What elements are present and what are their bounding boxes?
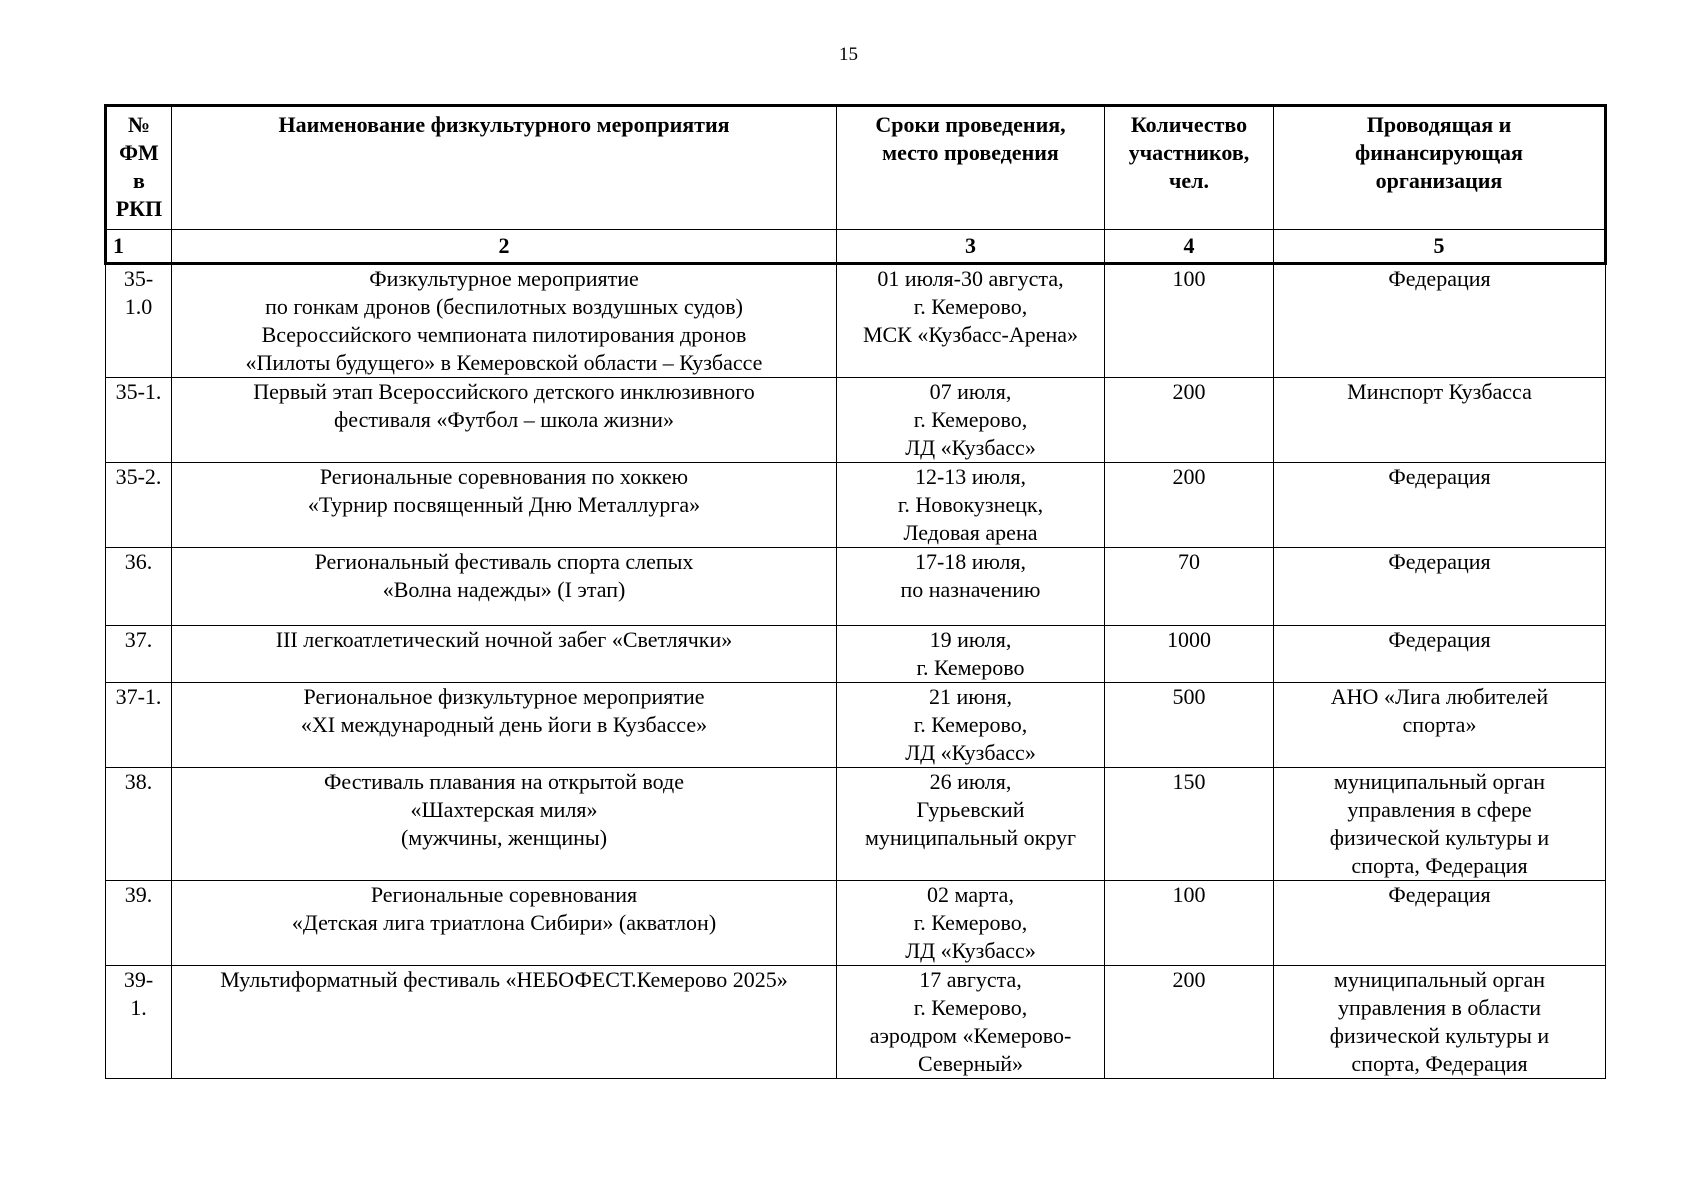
participants-cell: 500	[1105, 683, 1274, 768]
event-name-cell: Региональные соревнования «Детская лига триатлона Сибири» (акватлон)	[172, 881, 837, 966]
date-place-cell: 26 июля, Гурьевский муниципальный округ	[837, 768, 1105, 881]
organization-cell: муниципальный орган управления в области физической культуры и спорта, Федерация	[1274, 966, 1606, 1079]
participants-cell: 150	[1105, 768, 1274, 881]
organization-cell: Минспорт Кузбасса	[1274, 378, 1606, 463]
event-name-cell: Региональный фестиваль спорта слепых «Волна надежды» (I этап)	[172, 548, 837, 626]
table-row	[106, 264, 1606, 378]
organization-cell: Федерация	[1274, 626, 1606, 683]
organization-cell: Федерация	[1274, 264, 1606, 378]
date-place-cell: 07 июля, г. Кемерово, ЛД «Кузбасс»	[837, 378, 1105, 463]
participants-cell: 200	[1105, 463, 1274, 548]
organization-cell: муниципальный орган управления в сфере физической культуры и спорта, Федерация	[1274, 768, 1606, 881]
organization-cell: Федерация	[1274, 881, 1606, 966]
num-cell: 39- 1.	[106, 966, 172, 1079]
events-table	[104, 104, 1607, 1079]
table-row	[106, 378, 1606, 463]
header-participants: Количество участников, чел.	[1105, 106, 1274, 230]
event-name-cell: III легкоатлетический ночной забег «Светлячки»	[172, 626, 837, 683]
date-place-cell: 17-18 июля, по назначению	[837, 548, 1105, 626]
table-body	[106, 264, 1606, 1079]
num-cell: 36.	[106, 548, 172, 626]
column-number-row	[106, 230, 1606, 264]
table-row	[106, 966, 1606, 1079]
header-organization: Проводящая и финансирующая организация	[1274, 106, 1606, 230]
table-row	[106, 768, 1606, 881]
header-event-name: Наименование физкультурного мероприятия	[172, 106, 837, 230]
num-cell: 35-1.	[106, 378, 172, 463]
event-name-cell: Физкультурное мероприятие по гонкам дронов (беспилотных воздушных судов) Всероссийского чемпионата пилотирования дронов «Пилоты будущего» в Кемеровской области – Кузбассе	[172, 264, 837, 378]
column-number: 1	[106, 230, 172, 264]
header-number: № ФМ в РКП	[106, 106, 172, 230]
organization-cell: АНО «Лига любителей спорта»	[1274, 683, 1606, 768]
date-place-cell: 01 июля-30 августа, г. Кемерово, МСК «Кузбасс-Арена»	[837, 264, 1105, 378]
date-place-cell: 19 июля, г. Кемерово	[837, 626, 1105, 683]
table-row	[106, 463, 1606, 548]
event-name-cell: Первый этап Всероссийского детского инклюзивного фестиваля «Футбол – школа жизни»	[172, 378, 837, 463]
num-cell: 39.	[106, 881, 172, 966]
participants-cell: 200	[1105, 378, 1274, 463]
organization-cell: Федерация	[1274, 463, 1606, 548]
column-number: 4	[1105, 230, 1274, 264]
date-place-cell: 02 марта, г. Кемерово, ЛД «Кузбасс»	[837, 881, 1105, 966]
event-name-cell: Фестиваль плавания на открытой воде «Шахтерская миля» (мужчины, женщины)	[172, 768, 837, 881]
table-row	[106, 626, 1606, 683]
participants-cell: 70	[1105, 548, 1274, 626]
num-cell: 38.	[106, 768, 172, 881]
participants-cell: 100	[1105, 881, 1274, 966]
table-row	[106, 548, 1606, 626]
event-name-cell: Мультиформатный фестиваль «НЕБОФЕСТ.Кемерово 2025»	[172, 966, 837, 1079]
num-cell: 35- 1.0	[106, 264, 172, 378]
header-date-place: Сроки проведения, место проведения	[837, 106, 1105, 230]
participants-cell: 1000	[1105, 626, 1274, 683]
column-number: 2	[172, 230, 837, 264]
date-place-cell: 17 августа, г. Кемерово, аэродром «Кемерово- Северный»	[837, 966, 1105, 1079]
page-number: 15	[839, 44, 858, 65]
date-place-cell: 12-13 июля, г. Новокузнецк, Ледовая арена	[837, 463, 1105, 548]
organization-cell: Федерация	[1274, 548, 1606, 626]
participants-cell: 200	[1105, 966, 1274, 1079]
column-number: 5	[1274, 230, 1606, 264]
event-name-cell: Региональное физкультурное мероприятие «XI международный день йоги в Кузбассе»	[172, 683, 837, 768]
table-row	[106, 683, 1606, 768]
column-number: 3	[837, 230, 1105, 264]
participants-cell: 100	[1105, 264, 1274, 378]
header-row	[106, 106, 1606, 230]
table-row	[106, 881, 1606, 966]
date-place-cell: 21 июня, г. Кемерово, ЛД «Кузбасс»	[837, 683, 1105, 768]
num-cell: 37-1.	[106, 683, 172, 768]
event-name-cell: Региональные соревнования по хоккею «Турнир посвященный Дню Металлурга»	[172, 463, 837, 548]
num-cell: 35-2.	[106, 463, 172, 548]
num-cell: 37.	[106, 626, 172, 683]
table-header	[106, 106, 1606, 264]
